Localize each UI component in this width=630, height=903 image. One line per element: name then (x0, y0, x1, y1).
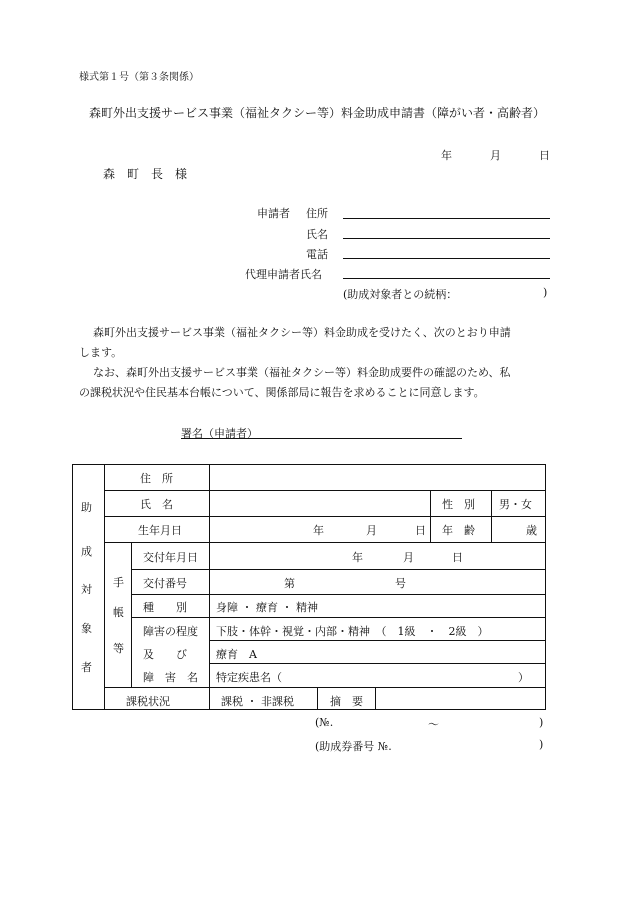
number-suffix: 号 (395, 577, 406, 590)
date-month-label: 月 (490, 149, 501, 162)
address-line[interactable] (343, 218, 550, 219)
paragraph-1-line-1: 森町外出支援サービス事業（福祉タクシー等）料金助成を受けたく、次のとおり申請 (93, 326, 511, 339)
type-options[interactable]: 身障 ・ 療育 ・ 精神 (216, 601, 318, 614)
remarks-label: 摘 要 (330, 695, 363, 708)
date-day-label: 日 (539, 149, 550, 162)
remarks-cell[interactable] (377, 689, 544, 708)
addressee: 森 町 長 様 (103, 167, 188, 181)
gender-value[interactable]: 男・女 (499, 498, 532, 511)
birthdate-header: 生年月日 (138, 524, 182, 537)
degree-header-2: 及 び (143, 648, 187, 661)
signature-line[interactable] (181, 438, 462, 439)
col-divider (375, 687, 376, 710)
applicant-label: 申請者 (257, 207, 290, 220)
vertical-label-char: 助 (81, 501, 92, 514)
age-unit: 歳 (526, 524, 537, 537)
phone-line[interactable] (343, 258, 550, 259)
age-label: 年 齢 (442, 524, 475, 537)
issue-date-header: 交付年月日 (143, 551, 198, 564)
coupon-number-open: (助成券番号 №. (315, 740, 392, 753)
address-label: 住所 (306, 207, 328, 220)
name-line[interactable] (343, 238, 550, 239)
form-number: 様式第１号（第３条関係） (79, 72, 199, 83)
coupon-number-close: ) (539, 738, 544, 751)
degree-options-physical[interactable]: 下肢・体幹・視覚・内部・精神 （ 1級 ・ 2級 ） (216, 625, 489, 638)
type-header: 種 別 (143, 601, 187, 614)
issue-number-header: 交付番号 (143, 577, 187, 590)
birth-year-label: 年 (313, 524, 324, 537)
vertical-label-char: 対 (81, 583, 92, 596)
row-divider (131, 594, 546, 595)
row-divider (104, 516, 546, 517)
number-range-tilde: 〜 (428, 718, 439, 731)
row-divider (104, 490, 546, 491)
specific-disease-label: 特定疾患名（ (216, 671, 282, 684)
row-divider (209, 663, 546, 664)
subject-address-cell[interactable] (211, 466, 544, 488)
row-divider (209, 640, 546, 641)
address-header: 住 所 (140, 472, 173, 485)
vertical-label-char: 成 (81, 545, 92, 558)
document-title: 森町外出支援サービス事業（福祉タクシー等）料金助成申請書（障がい者・高齢者） (89, 106, 546, 120)
number-range-close: ) (539, 716, 544, 729)
col-divider (491, 490, 492, 542)
col-divider (104, 464, 105, 710)
col-divider (317, 687, 318, 710)
col-divider (209, 464, 210, 710)
proxy-label: 代理申請者氏名 (245, 268, 322, 281)
techo-label-char: 等 (113, 642, 124, 655)
row-divider (104, 687, 546, 688)
vertical-label-char: 者 (81, 661, 92, 674)
issue-year-label: 年 (352, 551, 363, 564)
row-divider (104, 542, 546, 543)
vertical-label-char: 象 (81, 622, 92, 635)
relation-close: ) (543, 286, 548, 299)
specific-disease-close: ） (518, 671, 529, 684)
name-header: 氏 名 (140, 498, 173, 511)
row-divider (131, 569, 546, 570)
name-label: 氏名 (306, 228, 328, 241)
col-divider (430, 490, 431, 542)
degree-option-ryoiku[interactable]: 療育 A (216, 648, 257, 661)
techo-label-char: 帳 (113, 606, 124, 619)
techo-label-char: 手 (113, 576, 124, 589)
relation-open: (助成対象者との続柄： (343, 288, 458, 301)
gender-label: 性 別 (442, 498, 475, 511)
paragraph-2-line-2: の課税状況や住民基本台帳について、関係部局に報告を求めることに同意します。 (79, 386, 485, 399)
issue-month-label: 月 (403, 551, 414, 564)
proxy-line[interactable] (343, 278, 550, 279)
tax-status-options[interactable]: 課税 ・ 非課税 (221, 695, 294, 708)
row-divider (131, 617, 546, 618)
phone-label: 電話 (306, 248, 328, 261)
paragraph-1-line-2: します。 (79, 346, 123, 359)
birth-month-label: 月 (366, 524, 377, 537)
col-divider (131, 542, 132, 687)
issue-day-label: 日 (452, 551, 463, 564)
degree-header-1: 障害の程度 (143, 625, 198, 638)
degree-header-3: 障 害 名 (143, 671, 198, 684)
number-range-open: (№. (315, 716, 334, 729)
birth-day-label: 日 (415, 524, 426, 537)
number-prefix: 第 (284, 577, 295, 590)
date-year-label: 年 (441, 149, 452, 162)
tax-status-header: 課税状況 (126, 695, 170, 708)
signature-label: 署名（申請者） (181, 427, 258, 440)
paragraph-2-line-1: なお、森町外出支援サービス事業（福祉タクシー等）料金助成要件の確認のため、私 (93, 366, 511, 379)
subject-name-cell[interactable] (211, 492, 428, 514)
